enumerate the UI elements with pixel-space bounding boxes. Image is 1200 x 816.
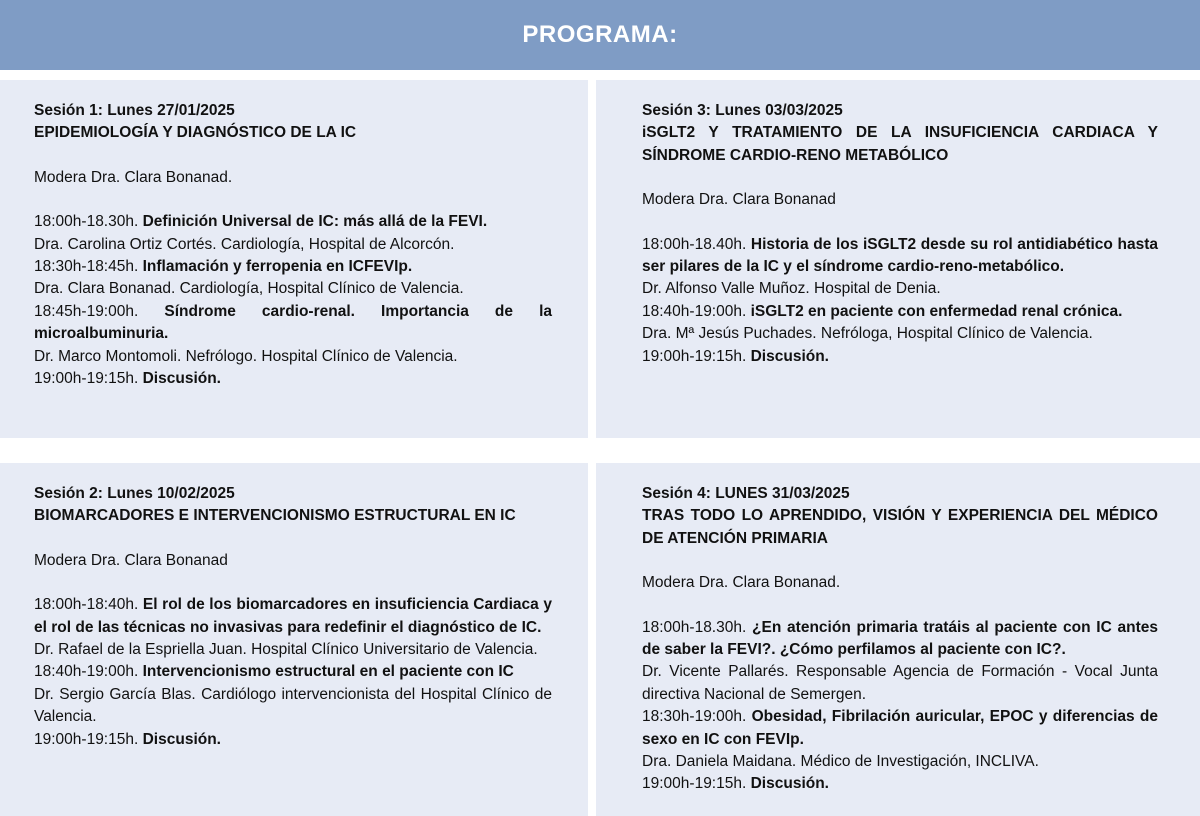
talk-item (34, 729, 552, 751)
talk-item (34, 368, 552, 390)
session-moderator: Modera Dra. Clara Bonanad (642, 191, 836, 209)
talk-time: 18:40h-19:00h. (34, 663, 139, 681)
session-2-panel (0, 463, 588, 816)
talk-speaker: Dr. Vicente Pallarés. Responsable Agencia de Formación - Vocal Junta directiva Nacional de Semergen. (642, 663, 1158, 703)
talk-topic: El rol de los biomarcadores en insuficiencia Cardiaca y el rol de las técnicas no invasivas para redefinir el diagnóstico de IC. (34, 596, 552, 636)
talk-time: 18:00h-18.30h. (34, 213, 139, 231)
talk-item (34, 256, 552, 278)
talk-item (642, 773, 1158, 795)
talk-topic: Síndrome cardio-renal. Importancia de la microalbuminuria. (34, 302, 553, 343)
talk-time: 19:00h-19:15h. (34, 730, 139, 748)
session-title: TRAS TODO LO APRENDIDO, VISIÓN Y EXPERIENCIA DEL MÉDICO DE ATENCIÓN PRIMARIA (642, 507, 1158, 547)
talk-topic: Discusión. (750, 775, 829, 793)
talk-item (642, 301, 1158, 323)
session-label: Sesión 2: Lunes 10/02/2025 (34, 485, 235, 502)
talk-topic: Historia de los iSGLT2 desde su rol antidiabético hasta ser pilares de la IC y el síndrome cardio-reno-metabólico. (642, 235, 1158, 276)
talk-item (34, 301, 552, 346)
talk-item (34, 594, 552, 639)
talk-speaker: Dra. Daniela Maidana. Médico de Investigación, INCLIVA. (642, 753, 1039, 771)
session-label: Sesión 4: LUNES 31/03/2025 (642, 485, 850, 502)
talk-speaker: Dr. Marco Montomoli. Nefrólogo. Hospital Clínico de Valencia. (34, 347, 458, 365)
talk-speaker: Dr. Rafael de la Espriella Juan. Hospital Clínico Universitario de Valencia. (34, 641, 538, 659)
talk-item (642, 706, 1158, 751)
talk-topic: ¿En atención primaria tratáis al paciente con IC antes de saber la FEVI?. ¿Cómo perfilamos al paciente con IC?. (642, 618, 1158, 659)
session-label: Sesión 1: Lunes 27/01/2025 (34, 102, 235, 119)
talk-topic: Discusión. (750, 347, 829, 365)
talk-time: 18:00h-18:40h. (34, 596, 139, 614)
talk-speaker: Dr. Alfonso Valle Muñoz. Hospital de Denia. (642, 280, 941, 298)
session-title: BIOMARCADORES E INTERVENCIONISMO ESTRUCTURAL EN IC (34, 507, 516, 525)
session-title: EPIDEMIOLOGÍA Y DIAGNÓSTICO DE LA IC (34, 124, 357, 142)
talk-time: 18:00h-18.40h. (642, 235, 747, 253)
session-4-panel (596, 463, 1200, 816)
talk-time: 18:30h-18:45h. (34, 258, 139, 276)
session-1-panel (0, 80, 588, 438)
talk-topic: Obesidad, Fibrilación auricular, EPOC y diferencias de sexo en IC con FEVIp. (642, 708, 1158, 748)
talk-topic: Inflamación y ferropenia en ICFEVIp. (142, 258, 413, 276)
talk-time: 19:00h-19:15h. (34, 370, 139, 388)
talk-time: 18:40h-19:00h. (642, 302, 747, 320)
talk-speaker: Dra. Clara Bonanad. Cardiología, Hospital Clínico de Valencia. (34, 280, 464, 298)
talk-topic: iSGLT2 en paciente con enfermedad renal crónica. (750, 302, 1123, 320)
program-header (0, 0, 1200, 70)
talk-topic: Discusión. (142, 370, 221, 388)
talk-speaker: Dra. Carolina Ortiz Cortés. Cardiología, Hospital de Alcorcón. (34, 235, 455, 253)
talk-topic: Intervencionismo estructural en el paciente con IC (142, 663, 514, 681)
talk-time: 19:00h-19:15h. (642, 775, 747, 793)
talk-time: 18:30h-19:00h. (642, 708, 747, 726)
talk-item (642, 617, 1158, 662)
talk-item (642, 234, 1158, 279)
session-moderator: Modera Dra. Clara Bonanad. (642, 574, 841, 592)
session-moderator: Modera Dra. Clara Bonanad (34, 551, 228, 569)
talk-topic: Definición Universal de IC: más allá de la FEVI. (142, 213, 488, 231)
talk-time: 18:45h-19:00h. (34, 302, 139, 320)
talk-speaker: Dra. Mª Jesús Puchades. Nefróloga, Hospital Clínico de Valencia. (642, 325, 1093, 343)
talk-topic: Discusión. (142, 730, 221, 748)
talk-speaker: Dr. Sergio García Blas. Cardiólogo intervencionista del Hospital Clínico de Valencia. (34, 685, 552, 726)
talk-time: 18:00h-18.30h. (642, 618, 747, 636)
talk-item (642, 346, 1158, 368)
session-label: Sesión 3: Lunes 03/03/2025 (642, 102, 843, 119)
talk-time: 19:00h-19:15h. (642, 347, 747, 365)
page-title: PROGRAMA: (522, 21, 678, 48)
session-moderator: Modera Dra. Clara Bonanad. (34, 168, 233, 186)
session-title: iSGLT2 Y TRATAMIENTO DE LA INSUFICIENCIA CARDIACA Y SÍNDROME CARDIO-RENO METABÓLICO (642, 124, 1158, 164)
talk-item (34, 661, 552, 683)
talk-item (34, 211, 552, 233)
session-3-panel (596, 80, 1200, 438)
